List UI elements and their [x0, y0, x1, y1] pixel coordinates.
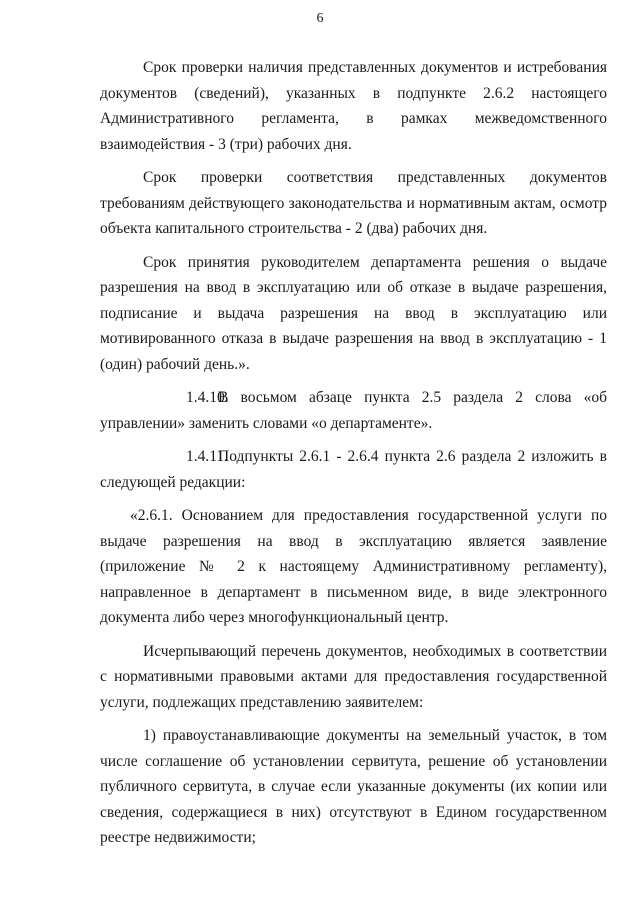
item-1-4-11: [100, 444, 607, 495]
document-body: [100, 55, 607, 859]
paragraph-documents-list-intro: Исчерпывающий перечень документов, необходимых в соответствии с нормативными правовыми актами для предоставления государственной услуги, подлежащих представлению заявителем:: [100, 642, 607, 711]
list-item-1-land-documents: 1) правоустанавливающие документы на земельный участок, в том числе соглашение об установлении сервитута, решение об установлении публичного сервитута, в случае если указанные документы (их копии или сведения, содержащиеся в них) отсутствуют в Едином государственном реестре недвижимости;: [100, 727, 607, 846]
quote-2-6-1: «2.6.1. Основанием для предоставления государственной услуги по выдаче разрешения на ввод в эксплуатацию является заявление (приложение № 2 к настоящему Административному регламенту), направленное в департамент в письменном виде, в виде электронного документа либо через многофункциональный центр.: [100, 507, 607, 626]
item-1-4-11-text: Подпункты 2.6.1 - 2.6.4 пункта 2.6 раздела 2 изложить в следующей редакции:: [100, 448, 607, 491]
item-1-4-10: [100, 385, 607, 436]
page-number: 6: [316, 11, 324, 26]
item-1-4-10-text: В восьмом абзаце пункта 2.5 раздела 2 слова «об управлении» заменить словами «о департаменте».: [100, 389, 607, 432]
paragraph-decision-term: Срок принятия руководителем департамента решения о выдаче разрешения на ввод в эксплуатацию или об отказе в выдаче разрешения, подписание и выдача разрешения на ввод в эксплуатацию или мотивированного отказа в выдаче разрешения на ввод в эксплуатацию - 1 (один) рабочий день.».: [100, 253, 607, 373]
item-1-4-11-number: 1.4.11.: [186, 448, 229, 465]
item-1-4-10-number: 1.4.10.: [186, 389, 229, 406]
paragraph-interagency-check-term: Срок проверки наличия представленных документов и истребования документов (сведений), указанных в подпункте 2.6.2 настоящего Административного регламента, в рамках межведомственного взаимодействия - 3 (три) рабочих дня.: [100, 59, 607, 153]
paragraph-compliance-check-term: Срок проверки соответствия представленных документов требованиям действующего законодательства и нормативным актам, осмотр объекта капитального строительства - 2 (два) рабочих дня.: [100, 169, 607, 237]
